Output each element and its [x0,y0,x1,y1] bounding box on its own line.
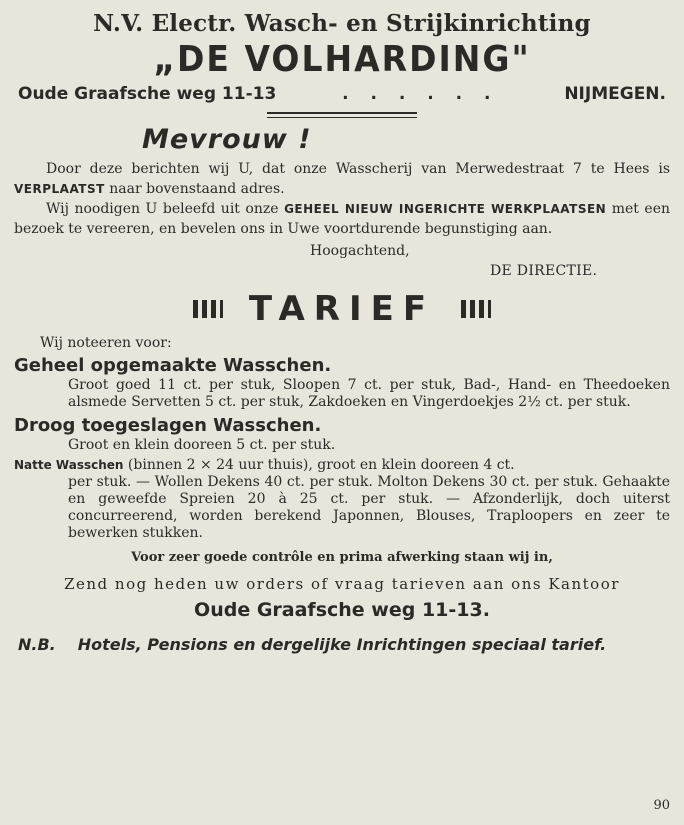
paragraph-text: naar bovenstaand adres. [109,181,285,197]
section-body: (binnen 2 × 24 uur thuis), groot en klein dooreen 4 ct. [127,457,515,473]
company-name: „DE VOLHARDING" [153,37,531,80]
section-wet-wash [14,457,670,542]
emphasis-text: VERPLAATST [14,182,105,196]
paragraph-relocation [14,159,670,199]
tariff-heading [14,289,670,329]
section-body: Groot goed 11 ct. per stuk, Sloopen 7 ct. per stuk, Bad-, Hand- en Theedoeken alsmede Servetten 5 ct. per stuk, Zakdoeken en Vingerdoekjes 2½ ct. per stuk. [68,377,670,410]
special-note [14,635,670,655]
address-line [14,84,670,104]
section-title: Geheel opgemaakte Wasschen. [14,355,332,376]
office-address: Oude Graafsche weg 11-13. [194,599,490,621]
company-line: N.V. Electr. Wasch- en Strijkinrichting [93,10,591,37]
tariff-title: TARIEF [248,289,436,329]
page-number: 90 [653,798,670,813]
section-body: Groot en klein dooreen 5 ct. per stuk. [68,437,336,453]
ornament-right-icon [461,300,491,318]
signature: DE DIRECTIE. [490,263,598,279]
section-title: Natte Wasschen [14,458,124,472]
salutation: Mevrouw ! [142,124,312,155]
street-address: Oude Graafsche weg 11-13 [18,84,277,104]
call-to-action: Zend nog heden uw orders of vraag tarieven aan ons Kantoor [64,575,620,593]
double-rule [267,112,417,118]
tariff-intro: Wij noteeren voor: [40,335,172,351]
note-label: N.B. [18,635,56,654]
quality-statement: Voor zeer goede contrôle en prima afwerking staan wij in, [131,550,553,565]
paragraph-invitation [14,199,670,239]
note-text: Hotels, Pensions en dergelijke Inrichtingen speciaal tarief. [77,635,607,654]
city: NIJMEGEN. [564,84,666,104]
emphasis-text: GEHEEL NIEUW INGERICHTE WERKPLAATSEN [284,202,607,216]
greeting: Hoogachtend, [310,243,410,259]
paragraph-text: Wij noodigen U beleefd uit onze [46,201,279,217]
section-title: Droog toegeslagen Wasschen. [14,415,322,436]
section-body: per stuk. — Wollen Dekens 40 ct. per stuk. Molton Dekens 30 ct. per stuk. Gehaakte en geweefde Spreien 20 à 25 ct. per stuk. — Afzonderlijk, doch uiterst concurreerend, worden berekend Japonnen, Blouses, Traploopers en zeer te bewerken stukken. [68,474,670,541]
paragraph-text: met een bezoek te vereeren, en bevelen ons in Uwe voortdurende begunstiging aan. [14,201,670,237]
ornament-left-icon [193,300,223,318]
leader-dots: . . . . . . [342,84,499,104]
paragraph-text: Door deze berichten wij U, dat onze Wasscherij van Merwedestraat 7 te Hees is [46,161,670,177]
closing [14,239,670,281]
